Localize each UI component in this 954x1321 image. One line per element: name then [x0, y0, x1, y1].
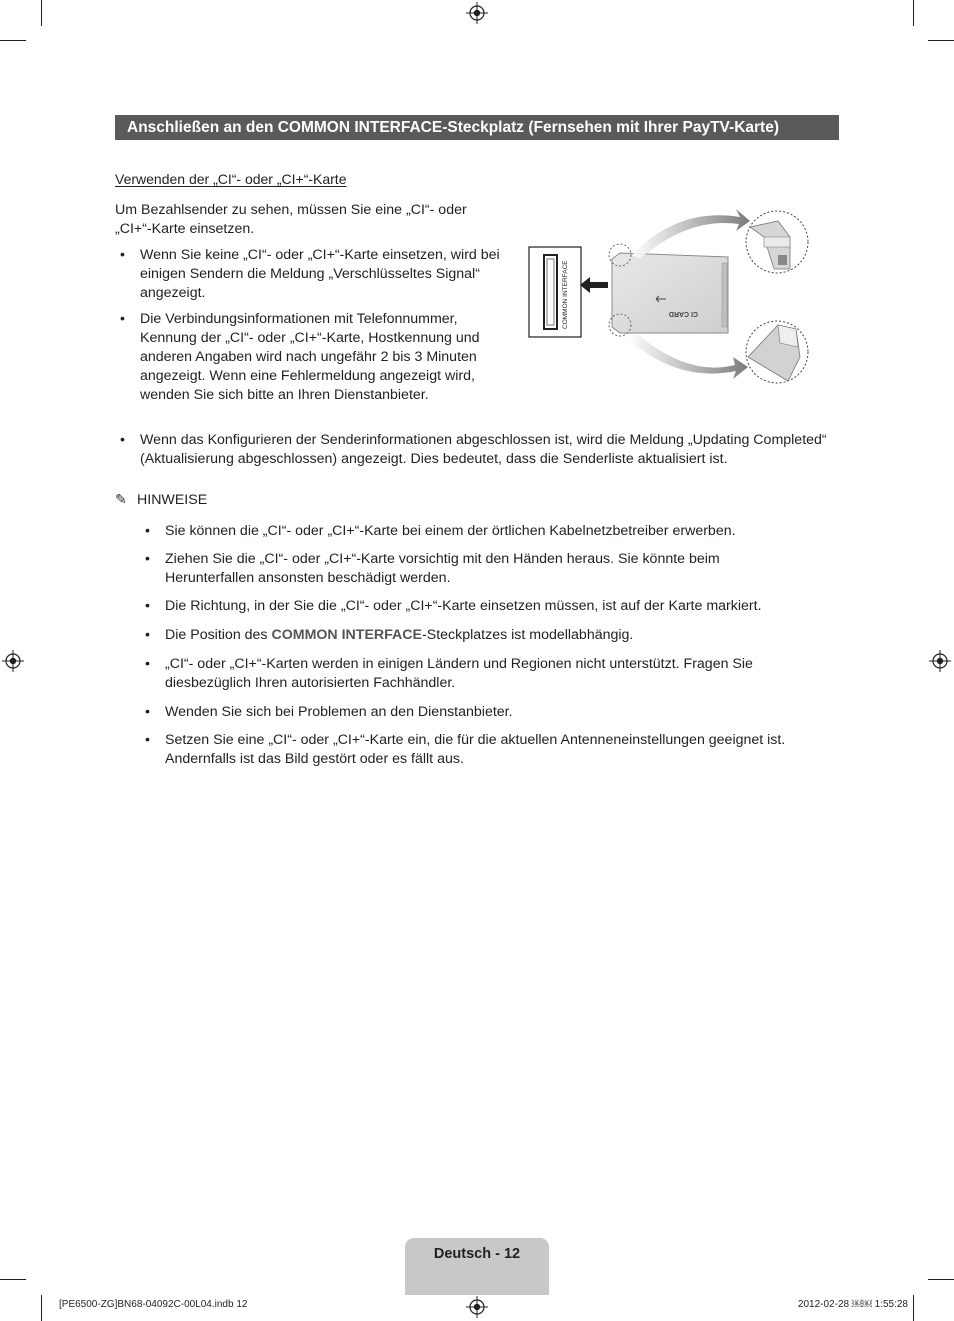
file-info: [PE6500-ZG]BN68-04092C-00L04.indb 12	[59, 1299, 248, 1310]
registration-mark-icon	[929, 650, 951, 672]
list-item-text: Wenden Sie sich bei Problemen an den Dienstanbieter.	[165, 704, 513, 720]
slot-label: COMMON INTERFACE	[562, 260, 569, 329]
page-number-tab	[405, 1238, 549, 1295]
crop-mark	[0, 40, 26, 41]
crop-mark	[41, 1295, 42, 1321]
print-timestamp: 2012-02-28 ￼￼ 1:55:28	[797, 1299, 908, 1310]
common-interface-term: COMMON INTERFACE	[271, 627, 423, 643]
pencil-note-icon: ✎	[115, 492, 127, 508]
notes-title: HINWEISE	[137, 492, 208, 508]
bullet-dot: •	[145, 732, 150, 748]
notes-heading	[115, 492, 207, 508]
page-label: Deutsch - 12	[433, 1246, 521, 1262]
bullet-dot: •	[145, 551, 150, 567]
list-item-text-pre: Die Position des	[165, 627, 272, 643]
bullet-dot: •	[120, 247, 125, 263]
bullet-dot: •	[145, 627, 150, 643]
crop-mark	[913, 1295, 914, 1321]
registration-mark-icon	[2, 650, 24, 672]
list-item-text: Setzen Sie eine „CI“- oder „CI+“-Karte ein, die für die aktuellen Antenneneinstellungen geeignet ist. Andernfalls ist das Bild gestört oder es fällt aus.	[165, 732, 786, 767]
registration-mark-icon	[466, 1296, 488, 1318]
list-item-text: Ziehen Sie die „CI“- oder „CI+“-Karte vorsichtig mit den Händen heraus. Sie könnte beim Herunterfallen ansonsten beschädigt werden.	[165, 551, 720, 586]
ci-card-illustration	[528, 207, 813, 387]
list-item-text: „CI“- oder „CI+“-Karten werden in einigen Ländern und Regionen nicht unterstützt. Fragen Sie diesbezüglich Ihren autorisierten Fachhändler.	[165, 656, 753, 691]
crop-mark	[928, 1279, 954, 1280]
list-item-text: Sie können die „CI“- oder „CI+“-Karte bei einem der örtlichen Kabelnetzbetreiber erwerben.	[165, 523, 736, 539]
list-item-text	[165, 626, 835, 645]
intro-paragraph: Um Bezahlsender zu sehen, müssen Sie eine „CI“- oder „CI+“-Karte einsetzen.	[115, 202, 467, 237]
crop-mark	[913, 0, 914, 26]
section-title: Anschließen an den COMMON INTERFACE-Steckplatz (Fernsehen mit Ihrer PayTV-Karte)	[115, 115, 839, 140]
registration-mark-icon	[466, 2, 488, 24]
bullet-dot: •	[145, 656, 150, 672]
bullet-dot: •	[145, 704, 150, 720]
bullet-dot: •	[145, 598, 150, 614]
card-label: CI CARD	[668, 310, 698, 317]
crop-mark	[41, 0, 42, 26]
bullet-dot: •	[145, 523, 150, 539]
bullet-dot: •	[120, 311, 125, 327]
crop-mark	[0, 1279, 26, 1280]
list-item-text: Wenn Sie keine „CI“- oder „CI+“-Karte einsetzen, wird bei einigen Sendern die Meldung „Verschlüsseltes Signal“ angezeigt.	[140, 247, 500, 301]
list-item-text: Die Verbindungsinformationen mit Telefonnummer, Kennung der „CI“- oder „CI+“-Karte, Hostkennung und anderen Angaben wird nach ungefähr 2 bis 3 Minuten angezeigt. Wenn eine Fehlermeldung angezeigt wird, wenden Sie sich bitte an Ihren Dienstanbieter.	[140, 311, 480, 403]
list-item-text: Die Richtung, in der Sie die „CI“- oder „CI+“-Karte einsetzen müssen, ist auf der Karte markiert.	[165, 598, 762, 614]
bullet-dot: •	[120, 432, 125, 448]
crop-mark	[928, 40, 954, 41]
list-item-text: Wenn das Konfigurieren der Senderinformationen abgeschlossen ist, wird die Meldung „Updating Completed“ (Aktualisierung abgeschlossen) angezeigt. Dies bedeutet, dass die Senderliste aktualisiert ist.	[140, 432, 827, 467]
subsection-title: Verwenden der „CI“- oder „CI+“-Karte	[115, 171, 347, 187]
list-item-text-post: -Steckplatzes ist modellabhängig.	[422, 627, 634, 643]
